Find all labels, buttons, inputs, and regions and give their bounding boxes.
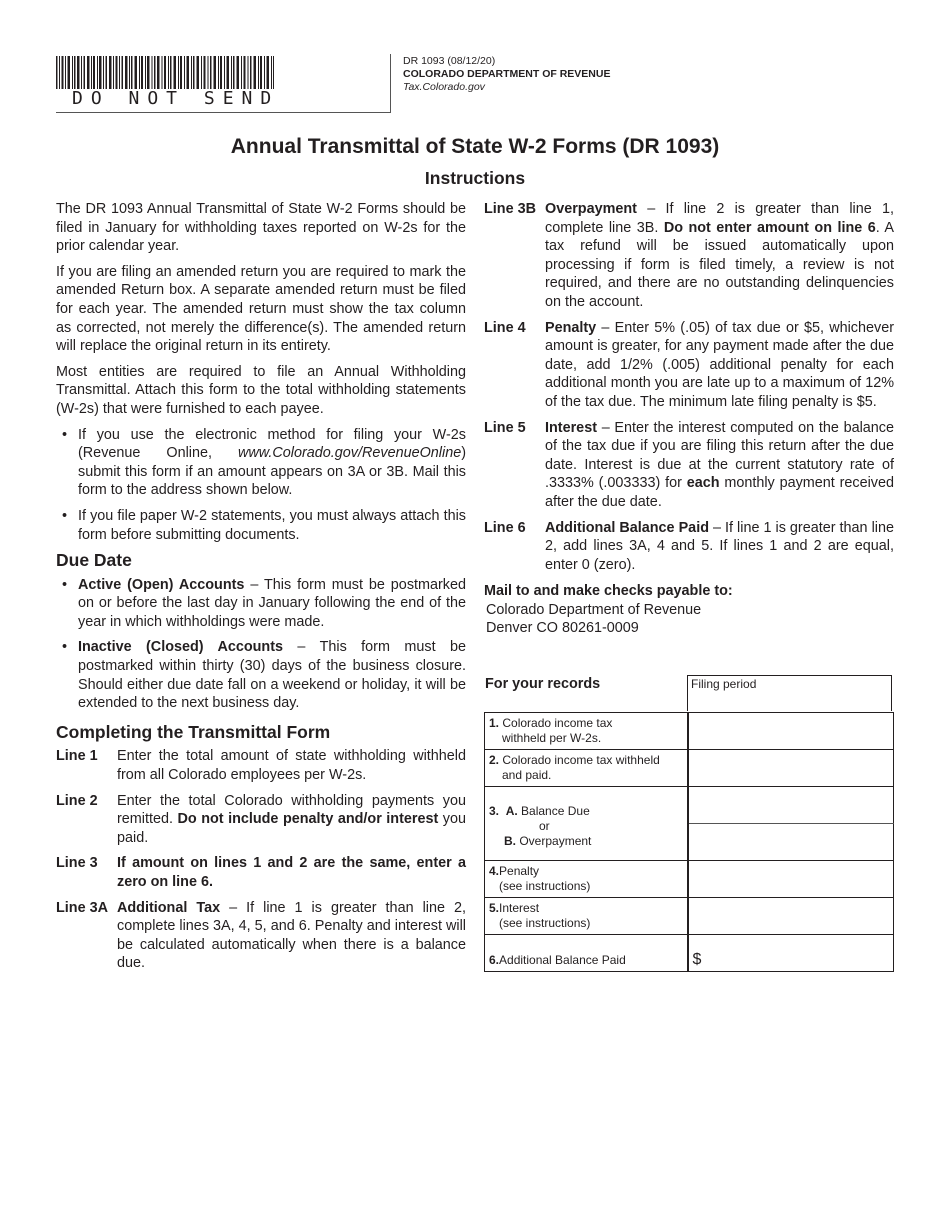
bullet-item: • If you file paper W-2 statements, you must always attach this form before submitting documents. (56, 507, 466, 544)
table-row: 6.Additional Balance Paid $ (485, 935, 894, 972)
intro-paragraph: If you are filing an amended return you are required to mark the amended Return box. A separate amended return must be filed for each year. The amended return must show the tax column as corrected, not merely the difference(s). The amended return will replace the original return in its entirety. (56, 263, 466, 355)
intro-paragraph: Most entities are required to file an Annual Withholding Transmittal. Attach this form to the total withholding statements (W-2s) that were furnished to each payee. (56, 363, 466, 417)
due-date-item: • Inactive (Closed) Accounts – This form must be postmarked within thirty (30) days of the business closure. Should either due date fall on a weekend or holiday, it will be extended to the next business day. (56, 638, 466, 712)
table-row: 3. A. Balance Due or B. Overpayment (485, 787, 894, 824)
line-instruction: Line 1 Enter the total amount of state withholding withheld from all Colorado employees per W-2s. (56, 748, 466, 784)
mail-heading: Mail to and make checks payable to: (484, 583, 733, 600)
revenue-online-link[interactable]: www.Colorado.gov/RevenueOnline (238, 445, 462, 462)
records-table (484, 712, 894, 972)
address-line: Colorado Department of Revenue (486, 601, 702, 618)
line-instruction: Line 2 Enter the total Colorado withholding payments you remitted. Do not include penalty and/or interest you paid. (56, 792, 467, 846)
table-row: 1. Colorado income tax withheld per W-2s. (485, 713, 894, 750)
line-instruction: Line 3B Overpayment – If line 2 is greater than line 1, complete line 3B. Do not enter amount on line 6. A tax refund will be issued automatically upon processing if form is filed timely, a review is not required, and there are no outstanding delinquencies on the account. (484, 201, 894, 310)
page-title: Annual Transmittal of State W-2 Forms (DR 1093) (230, 135, 720, 158)
form-id: DR 1093 (08/12/20) (403, 55, 496, 67)
table-row: 2. Colorado income tax withheld and paid. (485, 750, 894, 787)
address-line: Denver CO 80261-0009 (486, 620, 639, 637)
do-not-send-label: DO NOT SEND (72, 88, 280, 109)
intro-paragraph: The DR 1093 Annual Transmittal of State W-2 Forms should be filed in January for withholding taxes reported on W-2s for the prior calendar year. (56, 201, 466, 255)
filing-period-field[interactable]: Filing period (687, 675, 892, 711)
line-4-field[interactable] (688, 861, 894, 898)
line-1-field[interactable] (688, 713, 894, 750)
mailing-address (484, 582, 894, 638)
line-6-field[interactable] (688, 935, 894, 972)
dollar-sign: $ (692, 951, 702, 968)
table-row: 4.Penalty (see instructions) (485, 861, 894, 898)
line-instruction: Line 6 Additional Balance Paid – If line 1 is greater than line 2, add lines 3A, 4 and 5. If lines 1 and 2 are equal, enter 0 (zero). (484, 519, 894, 573)
department-name: COLORADO DEPARTMENT OF REVENUE (403, 68, 611, 80)
line-5-field[interactable] (688, 898, 894, 935)
line-instruction: Line 5 Interest – Enter the interest computed on the balance of the tax due if you are filing this return after the due date. Interest is due at the current statutory rate of .3333% (.003333) for each monthly payment received after the due date. (484, 419, 894, 510)
due-date-heading: Due Date (56, 550, 132, 571)
form-header-info (403, 55, 610, 94)
bullet-item: • If you use the electronic method for filing your W-2s (Revenue Online, www.Colorado.gov/RevenueOnline) submit this form if an amount appears on 3A or 3B. Mail this form to the address shown below. (56, 426, 466, 500)
line-3a-field[interactable] (688, 787, 894, 824)
line-instruction: Line 3 If amount on lines 1 and 2 are the same, enter a zero on line 6. (56, 855, 466, 890)
due-date-item: • Active (Open) Accounts – This form must be postmarked on or before the last day in January following the end of the year in which withholdings were made. (56, 576, 466, 632)
right-column (484, 200, 894, 638)
line-instruction: Line 4 Penalty – Enter 5% (.05) of tax due or $5, whichever amount is greater, for any payment made after the due date, add 1/2% (.005) additional penalty for each additional month you are late up to a maximum of 12% of the tax due. The minimum late filing penalty is $5. (484, 319, 894, 410)
left-column (56, 200, 466, 980)
page-subtitle: Instructions (424, 168, 526, 188)
records-title: For your records (485, 676, 601, 692)
line-2-field[interactable] (688, 750, 894, 787)
completing-heading: Completing the Transmittal Form (56, 721, 331, 742)
line-instruction: Line 3A Additional Tax – If line 1 is greater than line 2, complete lines 3A, 4, 5, and 6. Penalty and interest will be calculated automatically when there is a balance due. (56, 899, 466, 972)
table-row: 5.Interest (see instructions) (485, 898, 894, 935)
barcode-icon (56, 56, 274, 89)
line-3b-field[interactable] (688, 824, 894, 861)
website-text: Tax.Colorado.gov (403, 81, 485, 93)
